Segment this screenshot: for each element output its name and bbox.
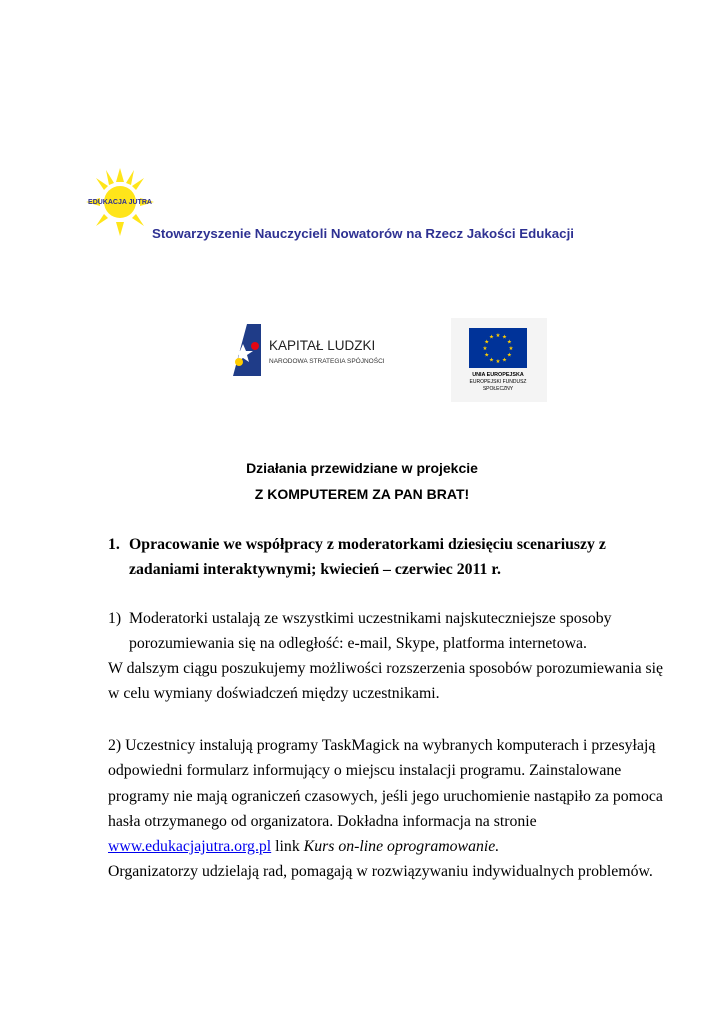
document-title: Działania przewidziane w projekcie <box>246 460 478 476</box>
eu-star-icon: ★ <box>482 346 488 352</box>
website-link[interactable]: www.edukacjajutra.org.pl <box>108 838 272 855</box>
item1-line3: W dalszym ciągu poszukujemy możliwości rozszerzenia sposobów porozumiewania się <box>108 660 664 677</box>
eu-star-icon: ★ <box>506 352 512 359</box>
kapital-ludzki-logo <box>229 322 399 378</box>
item1-line1: Moderatorki ustalają ze wszystkimi uczestnikami najskuteczniejsze sposoby <box>129 610 612 627</box>
eu-star-icon: ★ <box>508 346 514 352</box>
eu-logo <box>451 318 547 402</box>
section-heading-line1: Opracowanie we współpracy z moderatorkami dziesięciu scenariuszy z <box>129 536 606 553</box>
organization-name: Stowarzyszenie Nauczycieli Nowatorów na Rzecz Jakości Edukacji <box>152 226 574 241</box>
edukacja-jutra-logo <box>84 166 156 238</box>
eu-line1: UNIA EUROPEJSKA <box>472 372 524 378</box>
section-number: 1. <box>108 536 120 553</box>
item1-line2: porozumiewania się na odległość: e-mail, Skype, platforma internetowa. <box>129 635 587 652</box>
eu-star-icon: ★ <box>502 357 507 364</box>
eu-star-icon: ★ <box>495 359 501 365</box>
eu-star-icon: ★ <box>502 334 507 341</box>
eu-star-icon: ★ <box>495 333 501 339</box>
item2-line1: 2) Uczestnicy instalują programy TaskMagick na wybranych komputerach i przesyłają <box>108 737 656 754</box>
link-suffix: link <box>271 838 304 855</box>
kl-title: KAPITAŁ LUDZKI <box>269 338 376 353</box>
course-name: Kurs on-line oprogramowanie. <box>303 838 500 855</box>
eu-star-icon: ★ <box>484 339 490 346</box>
eu-star-icon: ★ <box>489 334 494 341</box>
item2-line3: programy nie mają ograniczeń czasowych, jeśli jego uruchomienie nastąpiło za pomoca <box>108 788 663 805</box>
eu-line2: EUROPEJSKI FUNDUSZ <box>469 379 527 385</box>
item2-line2: odpowiedni formularz informujący o miejscu instalacji programu. Zainstalowane <box>108 762 622 779</box>
section-heading-line2: zadaniami interaktywnymi; kwiecień – czerwiec 2011 r. <box>129 561 501 578</box>
item2-line4: hasła otrzymanego od organizatora. Dokładna informacja na stronie <box>108 813 537 830</box>
eu-star-icon: ★ <box>489 357 494 364</box>
item2-link-line <box>108 838 499 856</box>
item1-line4: w celu wymiany doświadczeń między uczestnikami. <box>108 685 440 702</box>
kl-subtitle: NARODOWA STRATEGIA SPÓJNOŚCI <box>269 358 385 365</box>
org-logo-text: EDUKACJA JUTRA <box>88 199 152 206</box>
item2-line6: Organizatorzy udzielają rad, pomagają w rozwiązywaniu indywidualnych problemów. <box>108 863 653 880</box>
item1-number: 1) <box>108 610 122 627</box>
project-name: Z KOMPUTEREM ZA PAN BRAT! <box>254 486 470 502</box>
eu-star-icon: ★ <box>506 339 512 346</box>
eu-star-icon: ★ <box>484 352 490 359</box>
eu-line3: SPOŁECZNY <box>482 386 514 392</box>
